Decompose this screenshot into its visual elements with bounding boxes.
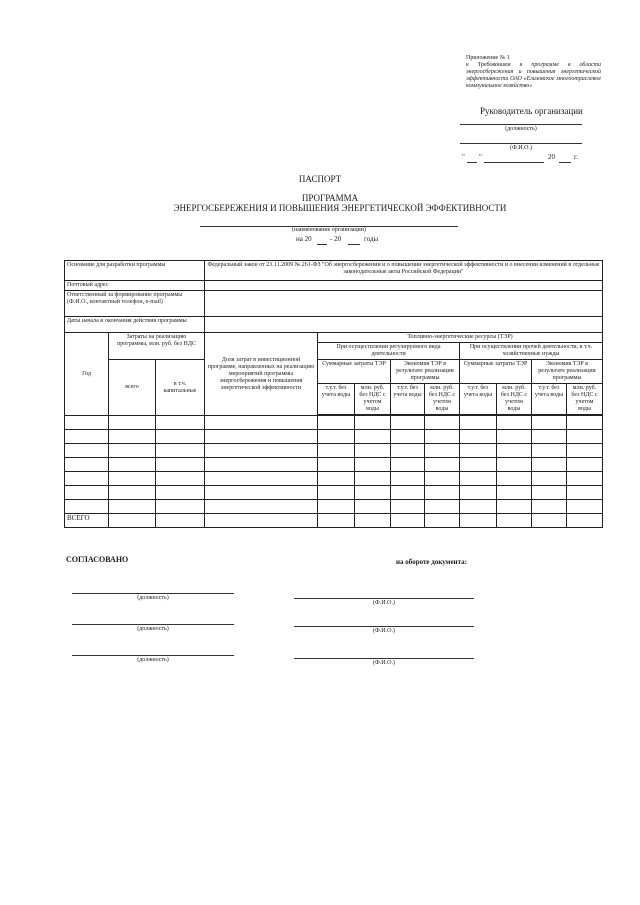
table-row bbox=[65, 444, 603, 458]
regular-economy: Экономия ТЭР в результате реализации программы bbox=[391, 360, 460, 384]
table-row bbox=[65, 458, 603, 472]
years-prefix: на 20 bbox=[296, 235, 312, 243]
costs-header: Затраты на реализацию программы, млн. руб. без НДС bbox=[109, 333, 205, 360]
sign2-position-caption: (должность) bbox=[137, 626, 169, 632]
total-row bbox=[65, 514, 603, 528]
responsible-value[interactable] bbox=[205, 291, 603, 317]
unit-tut: т.у.т. без учета воды bbox=[460, 384, 497, 415]
total-row-label: ВСЕГО bbox=[65, 514, 109, 528]
other-sum-costs: Суммарные затраты ТЭР bbox=[460, 360, 532, 384]
dates-label: Даты начала и окончания действия программы bbox=[65, 317, 205, 333]
sign1-fio-line bbox=[294, 598, 474, 599]
passport-table bbox=[64, 260, 603, 528]
unit-mln: млн. руб. без НДС с учетом воды bbox=[497, 384, 532, 415]
sign1-fio-caption: (Ф.И.О.) bbox=[373, 600, 395, 606]
regular-activity-header: При осуществлении регулируемого вида деятельности bbox=[318, 343, 460, 360]
unit-tut: т.у.т. без учета воды bbox=[391, 384, 425, 415]
years-from-line bbox=[317, 244, 327, 245]
table-row bbox=[65, 486, 603, 500]
dates-value[interactable] bbox=[205, 317, 603, 333]
years-suffix: годы bbox=[364, 235, 379, 243]
date-year: 20 bbox=[548, 153, 555, 161]
appendix-block bbox=[466, 55, 601, 90]
unit-mln: млн. руб. без НДС с учетом воды bbox=[567, 384, 603, 415]
sign2-position-line bbox=[72, 624, 234, 625]
program-title: ПРОГРАММА bbox=[301, 193, 359, 203]
date-year-line bbox=[559, 162, 571, 163]
postal-value[interactable] bbox=[205, 281, 603, 291]
fer-header: Топливно-энергетические ресурсы (ТЭР) bbox=[318, 333, 603, 343]
sign2-fio-caption: (Ф.И.О.) bbox=[373, 628, 395, 634]
sign2-fio-line bbox=[294, 626, 474, 627]
approval-fio-caption: (Ф.И.О.) bbox=[510, 145, 532, 151]
date-month-line bbox=[484, 162, 544, 163]
appendix-text: к Требованиям к программе в области энергосбережения и повышения энергетической эффективности ОАО «Елизовское многоотраслевое коммунальное хозяйство» bbox=[466, 62, 601, 89]
approval-position-line bbox=[460, 124, 582, 125]
years-to-line bbox=[348, 244, 360, 245]
years-dash: - 20 bbox=[330, 235, 342, 243]
other-economy: Экономия ТЭР в результате реализации программы bbox=[532, 360, 603, 384]
total-col-header: всего bbox=[109, 360, 156, 416]
incl-capital-col-header: в т.ч. капитальные bbox=[156, 360, 205, 416]
approval-date bbox=[462, 153, 592, 165]
unit-mln: млн. руб. без НДС с учетом воды bbox=[425, 384, 460, 415]
date-quote-close: " bbox=[479, 153, 482, 161]
sign3-position-line bbox=[72, 655, 234, 656]
share-col-header: Доля затрат в инвестиционной программе, направленных на реализацию мероприятий программы энергосбережения и повышения энергетической эффективности bbox=[205, 333, 318, 416]
basis-value: Федеральный закон от 23.11.2009 № 261-ФЗ "Об энергосбережении и о повышении энергетической эффективности и о внесении изменений в отдельные законодательные акты Российской Федерации" bbox=[205, 261, 603, 281]
date-suffix: г. bbox=[574, 153, 578, 161]
unit-tut: т.у.т. без учета воды bbox=[318, 384, 355, 415]
table-row bbox=[65, 430, 603, 444]
years-line bbox=[296, 235, 416, 247]
basis-label: Основание для разработки программы bbox=[65, 261, 205, 281]
responsible-label: Ответственный за формирование программы (Ф.И.О., контактный телефон, e-mail) bbox=[65, 291, 205, 317]
sign1-position-caption: (должность) bbox=[137, 595, 169, 601]
date-day-line bbox=[467, 162, 477, 163]
approval-fio-line bbox=[460, 143, 582, 144]
date-quote-open: " bbox=[462, 153, 465, 161]
regular-sum-costs: Суммарные затраты ТЭР bbox=[318, 360, 391, 384]
postal-label: Почтовый адрес bbox=[65, 281, 205, 291]
unit-mln: млн. руб. без НДС с учетом воды bbox=[355, 384, 391, 415]
approval-head: Руководитель организации bbox=[480, 106, 583, 116]
program-subtitle: ЭНЕРГОСБЕРЕЖЕНИЯ И ПОВЫШЕНИЯ ЭНЕРГЕТИЧЕСКОЙ ЭФФЕКТИВНОСТИ bbox=[173, 203, 507, 213]
sign3-position-caption: (должность) bbox=[137, 657, 169, 663]
org-name-caption: (наименование организации) bbox=[292, 227, 366, 233]
passport-title: ПАСПОРТ bbox=[298, 174, 342, 184]
table-row bbox=[65, 416, 603, 430]
unit-tut: т.у.т. без учета воды bbox=[532, 384, 567, 415]
appendix-number: Приложение № 1 bbox=[466, 55, 510, 61]
sign3-fio-line bbox=[294, 658, 474, 659]
approval-position-caption: (должность) bbox=[505, 126, 537, 132]
other-activity-header: При осуществлении прочей деятельности, в т.ч. хозяйственные нужды bbox=[460, 343, 603, 360]
agreed-label: СОГЛАСОВАНО bbox=[66, 555, 129, 564]
sign3-fio-caption: (Ф.И.О.) bbox=[373, 660, 395, 666]
table-row bbox=[65, 472, 603, 486]
year-col-header: Год bbox=[65, 333, 109, 416]
sign1-position-line bbox=[72, 593, 234, 594]
table-row bbox=[65, 500, 603, 514]
reverse-label: на обороте документа: bbox=[396, 558, 467, 566]
